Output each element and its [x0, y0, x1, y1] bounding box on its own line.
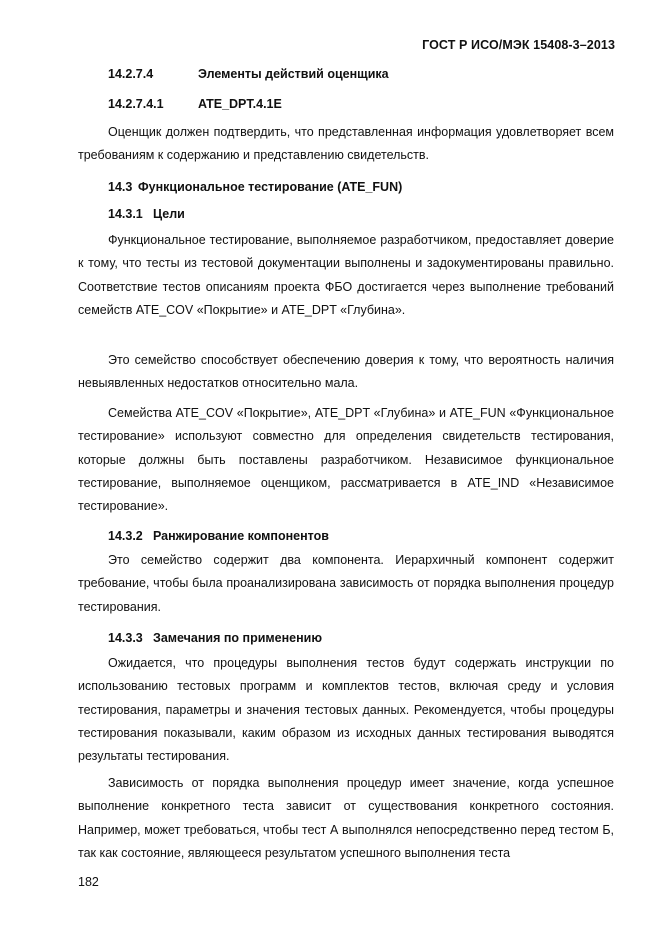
section-heading-14-2-7-4-1 [108, 97, 282, 111]
section-heading-14-3-1 [108, 207, 185, 221]
section-heading-14-3 [108, 180, 402, 194]
section-heading-14-2-7-4 [108, 67, 389, 81]
section-number: 14.3 [108, 180, 133, 194]
section-heading-14-3-2 [108, 529, 329, 543]
paragraph-application-notes: Ожидается, что процедуры выполнения тестов будут содержать инструкции по использованию тестовых программ и комплектов тестов, включая среду и условия тестирования, параметры и значения тестовых данных. Рекомендуется, чтобы процедуры тестирования показывали, каким образом из исходных данных тестирования выводятся результаты тестирования. [78, 656, 614, 764]
section-title: Цели [153, 207, 185, 221]
section-number: 14.3.3 [108, 631, 143, 645]
paragraph-component-levelling: Это семейство содержит два компонента. Иерархичный компонент содержит требование, чтобы была проанализирована зависимость от порядка выполнения процедур тестирования. [78, 553, 614, 614]
section-number: 14.3.2 [108, 529, 143, 543]
paragraph-objectives: Функциональное тестирование, выполняемое разработчиком, предоставляет доверие к тому, что тесты из тестовой документации выполнены и задокументированы правильно. Соответствие тестов описаниям проекта ФБО достигается через выполнение требований семейств ATE_COV «Покрытие» и ATE_DPT «Глубина». [78, 233, 614, 317]
section-number: 14.2.7.4.1 [108, 97, 164, 111]
running-header: ГОСТ Р ИСО/МЭК 15408-3–2013 [422, 38, 615, 52]
paragraph-evaluator-confirm: Оценщик должен подтвердить, что представленная информация удовлетворяет всем требованиям к содержанию и представлению свидетельств. [78, 125, 614, 163]
paragraph-order-dependency: Зависимость от порядка выполнения процедур имеет значение, когда успешное выполнение конкретного теста зависит от существования конкретного состояния. Например, может требоваться, чтобы тест А выполнялся непосредственно перед тестом Б, так как состояние, являющееся результатом успешного выполнения теста [78, 776, 614, 860]
section-heading-14-3-3 [108, 631, 322, 645]
section-number: 14.3.1 [108, 207, 143, 221]
paragraph-families-usage: Семейства ATE_COV «Покрытие», ATE_DPT «Глубина» и ATE_FUN «Функциональное тестирование» используют совместно для определения свидетельств тестирования, которые должны быть поставлены разработчиком. Независимое функциональное тестирование, выполняемое оценщиком, рассматривается в ATE_IND «Независимое тестирование». [78, 406, 614, 514]
section-title: Функциональное тестирование (ATE_FUN) [138, 180, 403, 194]
paragraph-family-contribution: Это семейство способствует обеспечению доверия к тому, что вероятность наличия невыявленных недостатков относительно мала. [78, 353, 614, 391]
section-number: 14.2.7.4 [108, 67, 154, 81]
section-title: Ранжирование компонентов [153, 529, 329, 543]
section-title: ATE_DPT.4.1E [198, 97, 282, 111]
section-title: Элементы действий оценщика [198, 67, 389, 81]
section-title: Замечания по применению [153, 631, 323, 645]
page-number: 182 [78, 875, 99, 889]
